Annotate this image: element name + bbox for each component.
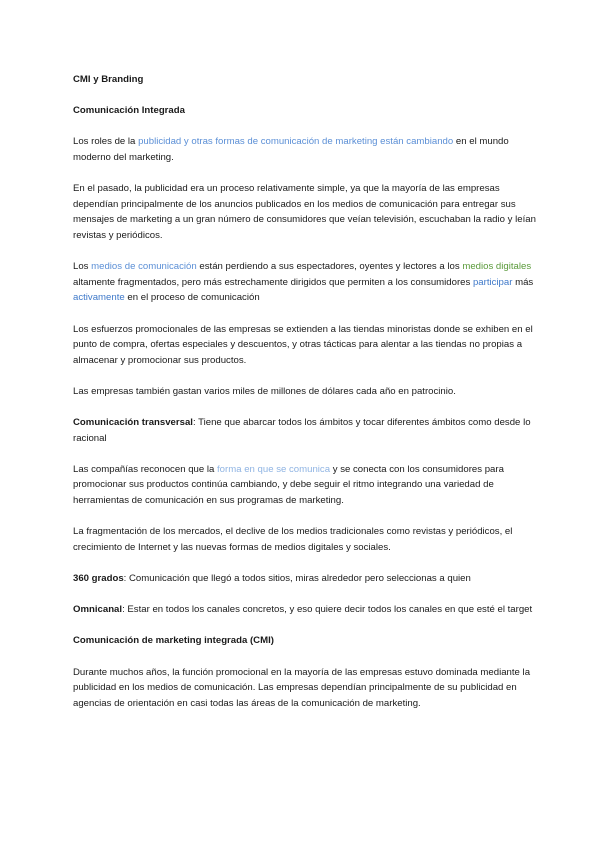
paragraph-fragmentacion: La fragmentación de los mercados, el declive de los medios tradicionales como revistas y periódicos, el crecimiento de Internet y las nuevas formas de medios digitales y sociales. — [73, 526, 513, 553]
highlight-medios-digitales: medios digitales — [462, 261, 532, 273]
highlight-participar: participar — [472, 276, 513, 288]
text-run: Los — [73, 261, 92, 273]
section-heading-cmi: Comunicación de marketing integrada (CMI) — [73, 635, 274, 647]
paragraph-pasado: En el pasado, la publicidad era un proceso relativamente simple, ya que la mayoría de las empresas dependían principalmente de los anuncios publicados en los medios de comunicación para entregar sus mensajes de marketing a un gran número de consumidores que veían televisión, escuchaban la radio y leían revistas y periódicos. — [73, 183, 536, 241]
text-run: están perdiendo a sus espectadores, oyentes y lectores a los — [196, 261, 463, 273]
term-360: 360 grados — [73, 573, 124, 584]
text-run: : Estar en todos los canales concretos, y eso quiere decir todos los canales en que esté el target — [122, 604, 533, 616]
paragraph-durante: Durante muchos años, la función promocional en la mayoría de las empresas estuvo dominada mediante la publicidad en los medios de comunicación. Las empresas dependían principalmente de su publicidad en agencias de orientación en casi todas las áreas de la comunicación de marketing. — [73, 666, 531, 709]
text-run: más — [512, 276, 534, 288]
term-omnicanal: Omnicanal — [73, 604, 123, 616]
paragraph-360 — [73, 571, 536, 587]
text-run: Los roles de la — [73, 136, 139, 148]
highlight-activamente: activamente — [73, 292, 125, 304]
section-heading-comunicacion-integrada: Comunicación Integrada — [73, 105, 185, 117]
paragraph-roles — [73, 134, 536, 165]
paragraph-esfuerzos: Los esfuerzos promocionales de las empresas se extienden a las tiendas minoristas donde se exhiben en el punto de compra, ofertas especiales y descuentos, y otras tácticas para alentar a las tiendas no propias a almacenar y promocionar sus productos. — [73, 323, 533, 366]
highlight-medios-comunicacion: medios de comunicación — [91, 261, 197, 273]
highlight-publicidad: publicidad y otras formas de comunicación de marketing están cambiando — [138, 136, 454, 148]
text-run: en el proceso de comunicación — [124, 292, 260, 304]
text-run: altamente fragmentados, pero más estrechamente dirigidos que permiten a los consumidores — [73, 276, 473, 288]
text-run: Las compañías reconocen que la — [73, 463, 217, 475]
paragraph-companias — [73, 462, 536, 509]
paragraph-transversal — [73, 415, 536, 446]
text-run: : Comunicación que llegó a todos sitios, miras alrededor pero seleccionas a quien — [123, 573, 471, 584]
text-run: en el mundo moderno del marketing. — [73, 136, 509, 163]
highlight-forma-comunica: forma en que se comunica — [217, 463, 331, 475]
text-run: : Tiene que abarcar todos los ámbitos y tocar diferentes ámbitos como desde lo racional — [73, 417, 531, 444]
document-title: CMI y Branding — [73, 74, 144, 85]
term-transversal: Comunicación transversal — [73, 417, 193, 429]
paragraph-medios — [73, 259, 536, 306]
paragraph-patrocinio: Las empresas también gastan varios miles de millones de dólares cada año en patrocinio. — [73, 385, 456, 397]
paragraph-omnicanal — [73, 602, 536, 618]
text-run: y se conecta con los consumidores para promocionar sus productos continúa cambiando, y debe seguir el ritmo integrando una variedad de herramientas de comunicación en sus programas de marketing. — [73, 463, 504, 507]
